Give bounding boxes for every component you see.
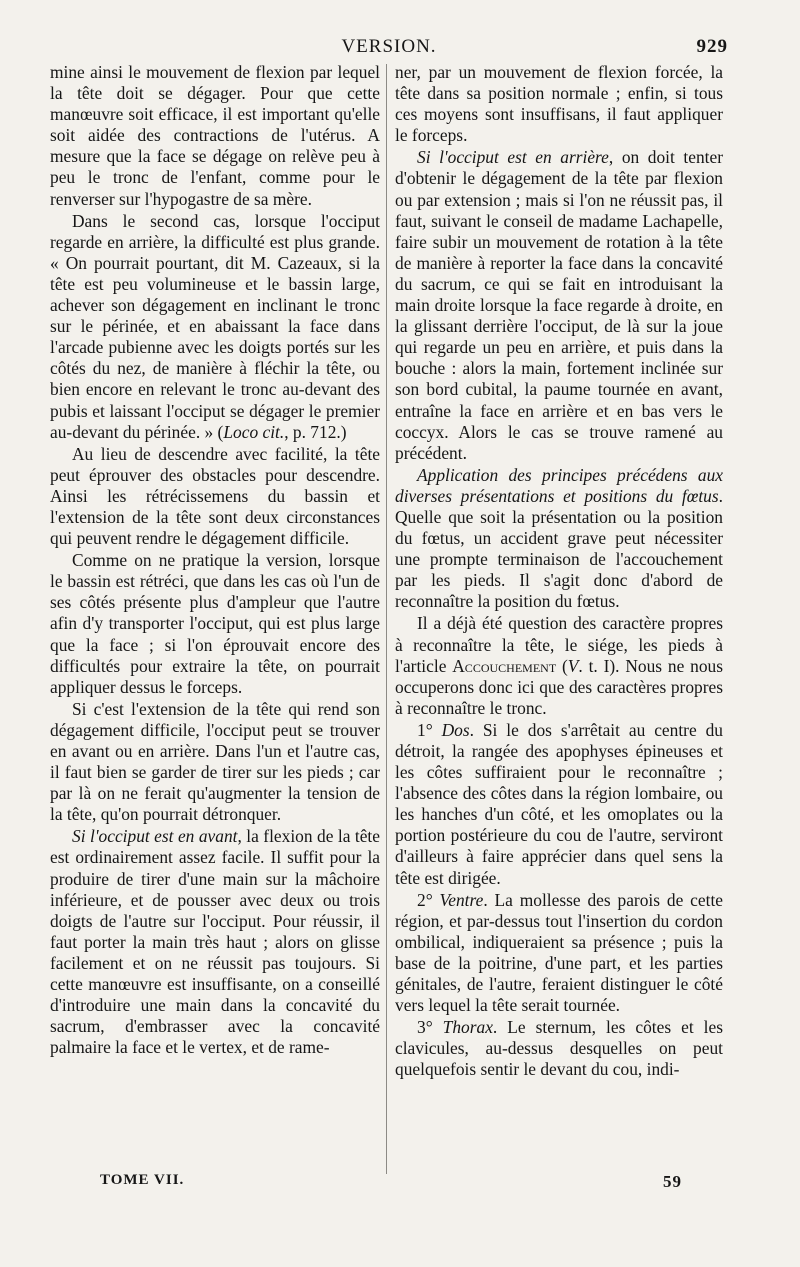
left-column — [50, 62, 380, 1058]
column-divider — [386, 64, 387, 1174]
paragraph: Si l'occiput est en arrière, on doit tenter d'obtenir le dégagement de la tête par flexion ou par extension ; mais si l'on ne réussit pas, il faut, suivant le conseil de madame Lachapelle, faire subir un mouvement de rotation à la tête de manière à reporter la face dans la concavité du sacrum, ce qui se fait en introduisant la main droite lorsque la face regarde à droite, en la glissant derrière l'occiput, de là sur la joue qui regarde un peu en arrière, et puis dans la bouche : alors la main, fortement inclinée sur son bord cubital, la paume tournée en avant, entraîne la face en arrière et en bas vers le coccyx. Alors le cas se trouve ramené au précédent. — [395, 147, 723, 463]
running-head — [50, 36, 728, 64]
paragraph: Si c'est l'extension de la tête qui rend son dégagement difficile, l'occiput peut se trouver en avant ou en arrière. Dans l'un et l'autre cas, il faut bien se garder de tirer sur les pieds ; car par là on ne ferait qu'augmenter la tension de la tête, qu'on pourrait détronquer. — [50, 698, 380, 825]
paragraph: Si l'occiput est en avant, la flexion de la tête est ordinairement assez facile. Il suffit pour la produire de tirer d'une main sur la mâchoire inférieure, et de pousser avec deux ou trois doigts de l'autre sur l'occiput. Pour réussir, il faut porter la main très haut ; alors on glisse facilement et on ne réussit pas toujours. Si cette manœuvre est insuffisante, on a conseillé d'introduire une main dans la concavité du sacrum, d'embrasser avec la concavité palmaire la face et le vertex, et de rame- — [50, 826, 380, 1058]
page-number: 929 — [696, 36, 728, 57]
paragraph: Dans le second cas, lorsque l'occiput regarde en arrière, la difficulté est plus grande. « On pourrait pourtant, dit M. Cazeaux, si la tête est peu volumineuse et le bassin large, achever son dégagement en inclinant le tronc sur le périnée, et en abaissant la face dans l'arcade pubienne avec les doigts portés sur les côtés du nez, de manière à fléchir la tête, ou bien encore en relevant le tronc au-devant des pubis et laissant l'occiput se dégager le premier au-devant du périnée. » (Loco cit., p. 712.) — [50, 210, 380, 442]
signature-mark: 59 — [663, 1172, 682, 1191]
volume-label: TOME VII. — [100, 1172, 185, 1188]
running-title: VERSION. — [341, 36, 437, 57]
right-column — [395, 62, 723, 1081]
paragraph: Comme on ne pratique la version, lorsque le bassin est rétréci, que dans les cas où l'un de ses côtés présente plus d'ampleur que l'autre afin d'y transporter l'occiput, qui est plus large que la face ; si l'on éprouvait encore des difficultés pour extraire la tête, on pourrait appliquer dessus le forceps. — [50, 550, 380, 697]
page-footer — [50, 1172, 728, 1196]
paragraph: Il a déjà été question des caractère propres à reconnaître la tête, le siége, les pieds à l'article Accouchement (V. t. I). Nous ne nous occuperons donc ici que des caractères propres à reconnaître le tronc. — [395, 613, 723, 718]
paragraph: 1° Dos. Si le dos s'arrêtait au centre du détroit, la rangée des apophyses épineuses et les côtes suffiraient pour le reconnaître ; l'absence des côtes dans la région lombaire, ou les hanches d'un côté, et les omoplates ou la portion postérieure du cou de l'autre, serviront d'ailleurs à faire apprécier dans quel sens la tête est dirigée. — [395, 719, 723, 888]
paragraph: Application des principes précédens aux diverses présentations et positions du fœtus. Quelle que soit la présentation ou la position du fœtus, un accident grave peut nécessiter une prompte terminaison de l'accouchement par les pieds. Il s'agit donc d'abord de reconnaître la position du fœtus. — [395, 464, 723, 612]
paragraph: mine ainsi le mouvement de flexion par lequel la tête doit se dégager. Pour que cette manœuvre soit efficace, il est important qu'elle soit aidée des contractions de l'utérus. A mesure que la face se dégage on relève peu à peu le tronc de l'enfant, comme pour le renverser sur l'hypogastre de sa mère. — [50, 62, 380, 209]
paragraph: ner, par un mouvement de flexion forcée, la tête dans sa position normale ; enfin, si tous ces moyens sont insuffisans, il faut appliquer le forceps. — [395, 62, 723, 146]
paragraph: Au lieu de descendre avec facilité, la tête peut éprouver des obstacles pour descendre. Ainsi les rétrécissemens du bassin et l'extension de la tête sont deux circonstances qui peuvent rendre le dégagement difficile. — [50, 443, 380, 549]
paragraph: 2° Ventre. La mollesse des parois de cette région, et par-dessus tout l'insertion du cordon ombilical, indiqueraient sa présence ; puis la base de la poitrine, d'une part, et les parties génitales, de l'autre, feraient distinguer le côté vers lequel la tête serait tournée. — [395, 889, 723, 1016]
paragraph: 3° Thorax. Le sternum, les côtes et les clavicules, au-dessus desquelles on peut quelquefois sentir le devant du cou, indi- — [395, 1017, 723, 1080]
